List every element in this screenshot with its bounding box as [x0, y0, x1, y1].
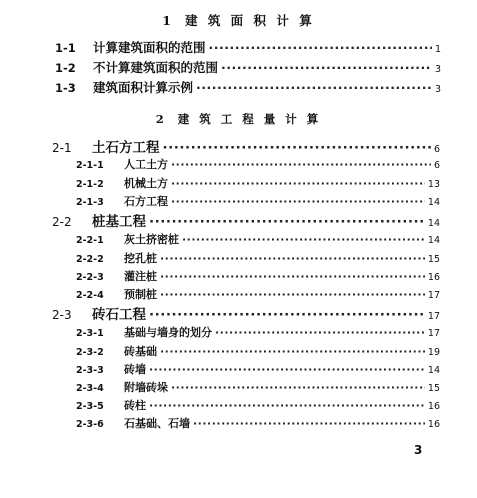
dot-leader — [196, 80, 432, 95]
entry-number: 2-2-4 — [76, 290, 104, 301]
entry-title: 挖孔桩 — [124, 252, 157, 265]
dot-leader — [149, 363, 425, 376]
entry-title: 砖墙 — [124, 363, 146, 376]
dot-leader — [160, 288, 425, 301]
toc-entry-2-1-2[interactable] — [76, 175, 440, 193]
entry-number: 2-1-1 — [76, 160, 104, 171]
entry-title: 机械土方 — [124, 177, 168, 190]
entry-number: 2-3-2 — [76, 347, 104, 358]
toc-chapter-2-1[interactable] — [52, 136, 440, 154]
toc-entry-2-2-3[interactable] — [76, 268, 440, 286]
part1-heading-number: 1 — [162, 13, 171, 28]
entry-title: 计算建筑面积的范围 — [93, 40, 206, 55]
toc-entry-2-2-1[interactable] — [76, 231, 440, 249]
part2-heading-title: 建 筑 工 程 量 计 算 — [177, 112, 322, 126]
toc-entry-2-3-2[interactable] — [76, 343, 440, 361]
dot-leader — [160, 270, 425, 283]
entry-number: 1-1 — [55, 41, 76, 55]
dot-leader — [182, 233, 425, 246]
entry-page: 14 — [427, 365, 440, 376]
entry-page: 6 — [433, 160, 440, 171]
dot-leader — [160, 345, 425, 358]
entry-page: 14 — [427, 197, 440, 208]
entry-number: 2-1-2 — [76, 179, 104, 190]
entry-number: 1-3 — [55, 81, 76, 95]
entry-page: 16 — [427, 419, 440, 430]
entry-page: 3 — [434, 84, 441, 95]
entry-page: 14 — [427, 235, 440, 246]
entry-number: 1-2 — [55, 61, 76, 75]
toc-entry-1-2[interactable] — [55, 58, 441, 76]
entry-title: 砖柱 — [124, 399, 146, 412]
entry-number: 2-2-1 — [76, 235, 104, 246]
entry-title: 灌注桩 — [124, 270, 157, 283]
dot-leader — [163, 140, 431, 156]
entry-title: 人工土方 — [124, 158, 168, 171]
dot-leader — [221, 60, 432, 75]
entry-page: 1 — [434, 44, 441, 55]
toc-entry-2-2-4[interactable] — [76, 286, 440, 304]
entry-title: 预制桩 — [124, 288, 157, 301]
dot-leader — [160, 252, 425, 265]
entry-page: 6 — [433, 144, 440, 155]
entry-page: 16 — [427, 272, 440, 283]
page-number: 3 — [414, 443, 423, 457]
entry-page: 19 — [427, 347, 440, 358]
toc-chapter-2-2[interactable] — [52, 210, 440, 228]
entry-title: 土石方工程 — [92, 140, 160, 156]
dot-leader — [171, 177, 425, 190]
toc-entry-2-3-4[interactable] — [76, 379, 440, 397]
entry-page: 17 — [427, 311, 440, 322]
entry-title: 砖基础 — [124, 345, 157, 358]
entry-number: 2-1-3 — [76, 197, 104, 208]
dot-leader — [149, 214, 425, 230]
entry-number: 2-3-1 — [76, 328, 104, 339]
entry-number: 2-3-3 — [76, 365, 104, 376]
entry-title: 附墙砖垛 — [124, 381, 168, 394]
dot-leader — [171, 195, 425, 208]
entry-number: 2-3-5 — [76, 401, 104, 412]
toc-entry-2-1-1[interactable] — [76, 156, 440, 174]
entry-page: 15 — [427, 254, 440, 265]
dot-leader — [149, 307, 425, 323]
entry-title: 基础与墙身的划分 — [124, 326, 212, 339]
entry-page: 3 — [434, 64, 441, 75]
entry-title: 建筑面积计算示例 — [93, 80, 194, 95]
part1-heading-title: 建 筑 面 积 计 算 — [184, 13, 315, 28]
toc-entry-1-1[interactable] — [55, 38, 441, 56]
entry-title: 石基础、石墙 — [124, 417, 190, 430]
toc-entry-2-1-3[interactable] — [76, 193, 440, 211]
toc-chapter-2-3[interactable] — [52, 303, 440, 321]
dot-leader — [215, 326, 425, 339]
entry-page: 17 — [427, 328, 440, 339]
toc-entry-2-3-5[interactable] — [76, 397, 440, 415]
entry-number: 2-2-2 — [76, 254, 104, 265]
dot-leader — [149, 399, 425, 412]
part1-heading — [0, 11, 477, 29]
entry-number: 2-3-4 — [76, 383, 104, 394]
entry-page: 16 — [427, 401, 440, 412]
dot-leader — [171, 381, 425, 394]
entry-title: 桩基工程 — [92, 214, 146, 230]
entry-title: 不计算建筑面积的范围 — [93, 60, 219, 75]
entry-title: 灰土挤密桩 — [124, 233, 179, 246]
toc-entry-2-3-6[interactable] — [76, 415, 440, 433]
entry-page: 17 — [427, 290, 440, 301]
dot-leader — [171, 158, 431, 171]
toc-entry-2-3-1[interactable] — [76, 324, 440, 342]
toc-entry-2-3-3[interactable] — [76, 361, 440, 379]
entry-number: 2-1 — [52, 141, 72, 155]
entry-page: 14 — [427, 218, 440, 229]
entry-title: 石方工程 — [124, 195, 168, 208]
entry-number: 2-2 — [52, 215, 72, 229]
entry-page: 15 — [427, 383, 440, 394]
part2-heading-number: 2 — [155, 112, 164, 126]
entry-page: 13 — [427, 179, 440, 190]
dot-leader — [209, 40, 432, 55]
entry-number: 2-3 — [52, 308, 72, 322]
entry-number: 2-2-3 — [76, 272, 104, 283]
toc-entry-2-2-2[interactable] — [76, 250, 440, 268]
toc-entry-1-3[interactable] — [55, 78, 441, 96]
part2-heading — [0, 111, 477, 127]
entry-number: 2-3-6 — [76, 419, 104, 430]
dot-leader — [193, 417, 425, 430]
entry-title: 砖石工程 — [92, 307, 146, 323]
